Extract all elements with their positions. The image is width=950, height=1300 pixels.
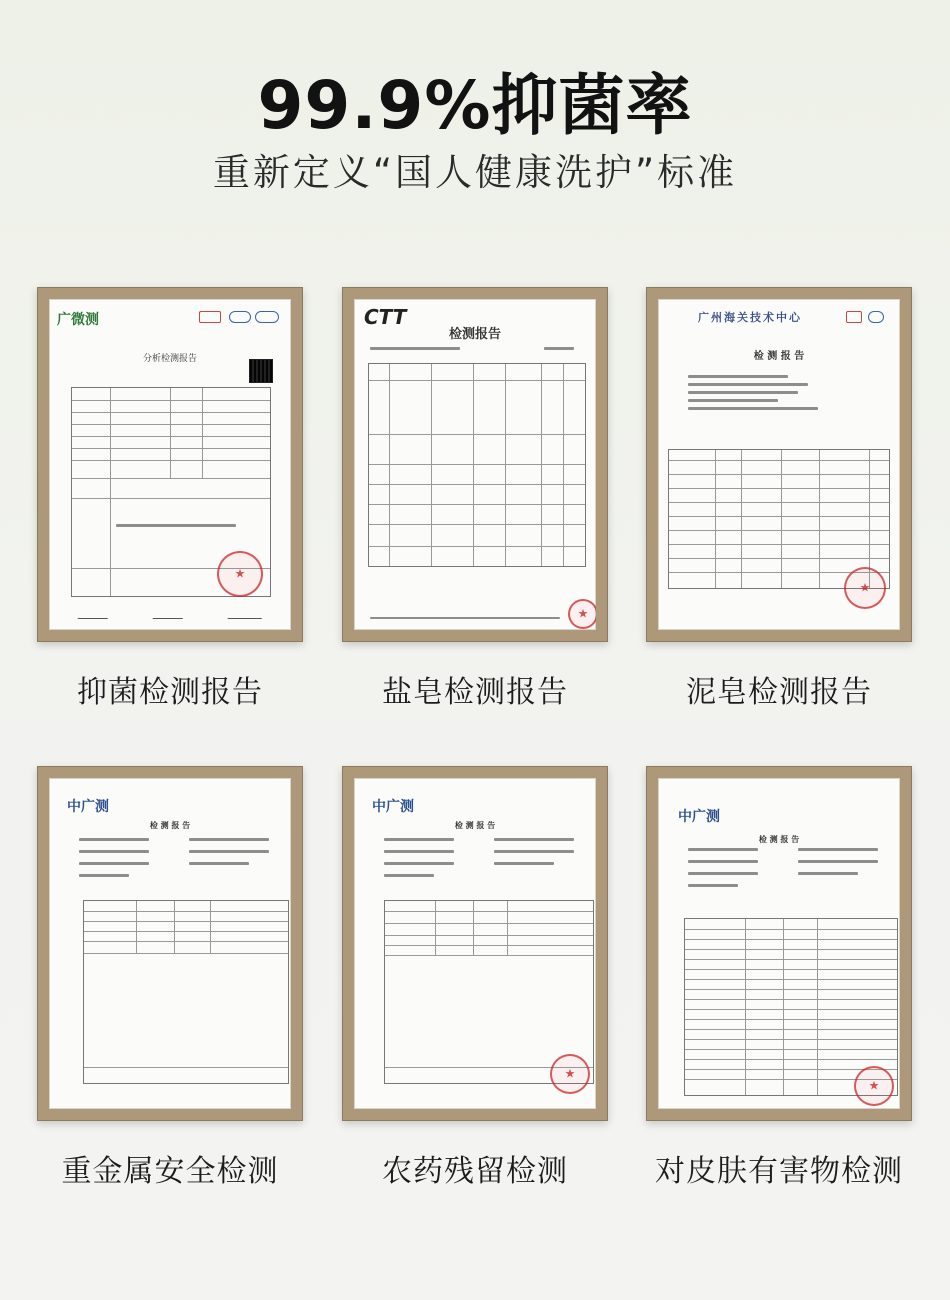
cnas-badge-icon	[229, 311, 251, 323]
certificate-antibacterial	[37, 287, 303, 710]
certificate-caption: 抑菌检测报告	[77, 675, 263, 710]
certificate-caption: 泥皂检测报告	[686, 675, 872, 710]
report-title: 检测报告	[448, 327, 501, 342]
certificate-salt-soap	[342, 287, 608, 710]
report-table	[83, 900, 289, 1084]
wooden-frame	[342, 287, 608, 642]
report-table	[368, 363, 586, 567]
lab-logo: 广微测	[57, 312, 99, 328]
lab-logo: 中广测	[372, 799, 414, 815]
certificate-caption: 农药残留检测	[382, 1154, 568, 1189]
report-document	[354, 778, 596, 1109]
report-title: 检 测 报 告	[758, 835, 800, 844]
certificate-skin-harmful	[646, 766, 912, 1189]
wooden-frame	[646, 766, 912, 1121]
wooden-frame	[646, 287, 912, 642]
wooden-frame	[37, 287, 303, 642]
signature-verifier	[153, 611, 186, 619]
headline: 99.9%抑菌率	[257, 67, 693, 144]
certificate-pesticide	[342, 766, 608, 1189]
report-document	[354, 299, 596, 630]
official-seal-icon	[854, 1066, 894, 1106]
official-seal-icon	[217, 551, 263, 597]
report-title: 分析检测报告	[142, 354, 197, 364]
cma-badge-icon	[846, 311, 862, 323]
certificate-caption: 盐皂检测报告	[382, 675, 568, 710]
certificate-caption: 重金属安全检测	[61, 1154, 279, 1189]
wooden-frame	[342, 766, 608, 1121]
signature-editor	[78, 611, 111, 619]
cma-badge-icon	[199, 311, 221, 323]
certificate-clay-soap	[646, 287, 912, 710]
report-document	[49, 299, 291, 630]
lab-logo: 广州海关技术中心	[698, 311, 802, 324]
official-seal-icon	[550, 1054, 590, 1094]
report-title: 检 测 报 告	[454, 821, 496, 830]
report-title: 检 测 报 告	[149, 821, 191, 830]
report-document	[658, 299, 900, 630]
certificate-heavy-metal	[37, 766, 303, 1189]
official-seal-icon	[568, 599, 596, 629]
report-document	[658, 778, 900, 1109]
certificate-caption: 对皮肤有害物检测	[655, 1154, 903, 1189]
report-title: 检 测 报 告	[753, 351, 805, 362]
wooden-frame	[37, 766, 303, 1121]
lab-logo: 中广测	[678, 809, 720, 825]
cnas-badge-icon	[868, 311, 884, 323]
lab-logo: CTT	[364, 305, 407, 329]
official-seal-icon	[844, 567, 886, 609]
lab-logo: 中广测	[67, 799, 109, 815]
ilac-badge-icon	[255, 311, 279, 323]
qr-code-icon	[249, 359, 273, 383]
report-document	[49, 778, 291, 1109]
signature-approver	[228, 611, 265, 619]
subheadline: 重新定义“国人健康洗护”标准	[212, 151, 738, 194]
